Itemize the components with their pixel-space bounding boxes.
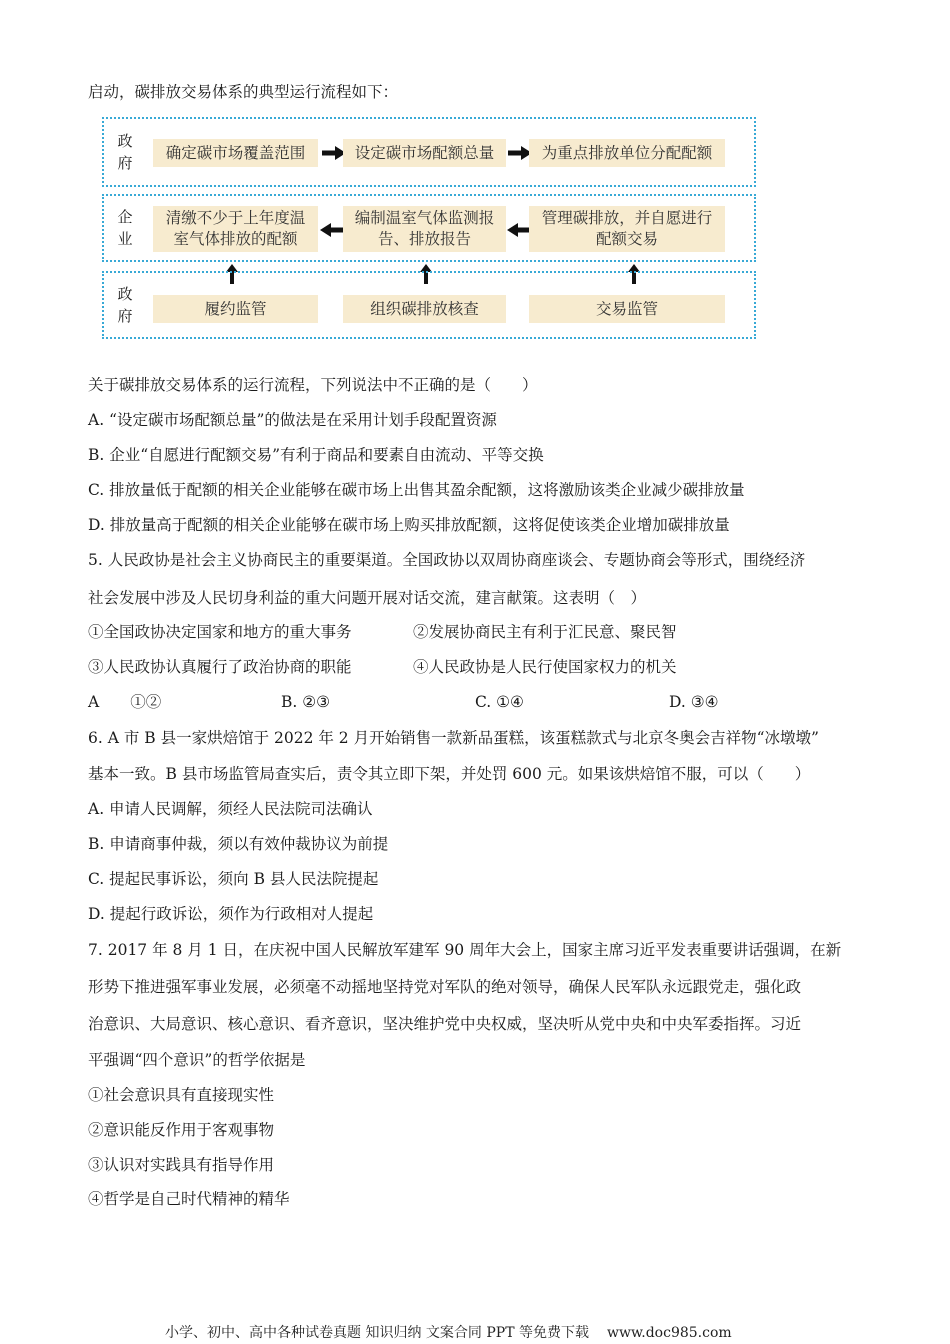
page-footer [165, 1324, 732, 1342]
row1-label: 政 府 [117, 132, 133, 172]
box-settle-line1: 清缴不少于上年度温 [165, 209, 306, 227]
q6-stem-line1: 6. A 市 B 县一家烘焙馆于 2022 年 2 月开始销售一款新品蛋糕，该蛋糕款式与北京冬奥会吉祥物“冰墩墩” [88, 729, 819, 747]
box-coverage: 确定碳市场覆盖范围 [153, 139, 318, 167]
footer-text: 小学、初中、高中各种试卷真题 知识归纳 文案合同 PPT 等免费下载 [165, 1325, 589, 1341]
q7-stem-line4: 平强调“四个意识”的哲学依据是 [88, 1051, 306, 1069]
q4-option-c: C. 排放量低于配额的相关企业能够在碳市场上出售其盈余配额，这将激励该类企业减少碳排放量 [88, 481, 745, 499]
box-report [343, 206, 506, 252]
q5-statement-3: ③人民政协认真履行了政治协商的职能 [88, 658, 352, 676]
q7-statement-1: ①社会意识具有直接现实性 [88, 1086, 275, 1104]
q6-option-a: A. 申请人民调解，须经人民法院司法确认 [88, 800, 373, 818]
q5-statement-2: ②发展协商民主有利于汇民意、聚民智 [413, 623, 677, 641]
q5-option-a: A ①② [88, 693, 162, 711]
box-trade-line2: 配额交易 [595, 230, 658, 248]
q5-option-d: D. ③④ [669, 693, 719, 711]
q7-stem-line1: 7. 2017 年 8 月 1 日，在庆祝中国人民解放军建军 90 周年大会上，国家主席习近平发表重要讲话强调，在新 [88, 941, 842, 959]
box-report-line2: 告、排放报告 [377, 230, 471, 248]
box-trade-line1: 管理碳排放，并自愿进行 [541, 209, 713, 227]
flow-row-enterprise [102, 194, 756, 262]
box-trade-supervision: 交易监管 [529, 295, 725, 323]
q5-option-b: B. ②③ [281, 693, 331, 711]
q4-option-a: A. “设定碳市场配额总量”的做法是在采用计划手段配置资源 [88, 411, 497, 429]
box-settle-quota [153, 206, 318, 252]
q5-stem-line1: 5. 人民政协是社会主义协商民主的重要渠道。全国政协以双周协商座谈会、专题协商会等形式，围绕经济 [88, 551, 806, 569]
q7-statement-2: ②意识能反作用于客观事物 [88, 1121, 275, 1139]
row3-label: 政 府 [117, 285, 133, 325]
box-settle-line2: 室气体排放的配额 [173, 230, 298, 248]
row2-label: 企 业 [117, 208, 133, 248]
box-total-quota: 设定碳市场配额总量 [343, 139, 506, 167]
left-arrow-icon [320, 223, 344, 237]
flow-row-government-top [102, 117, 756, 187]
q4-option-b: B. 企业“自愿进行配额交易”有利于商品和要素自由流动、平等交换 [88, 446, 544, 464]
q5-statement-1: ①全国政协决定国家和地方的重大事务 [88, 623, 352, 641]
q6-option-d: D. 提起行政诉讼，须作为行政相对人提起 [88, 905, 374, 923]
q7-stem-line3: 治意识、大局意识、核心意识、看齐意识，坚决维护党中央权威，坚决听从党中央和中央军委指挥。习近 [88, 1015, 802, 1033]
q4-option-d: D. 排放量高于配额的相关企业能够在碳市场上购买排放配额，这将促使该类企业增加碳排放量 [88, 516, 730, 534]
q5-option-c: C. ①④ [475, 693, 524, 711]
intro-text: 启动，碳排放交易体系的典型运行流程如下： [88, 83, 399, 101]
q4-stem: 关于碳排放交易体系的运行流程，下列说法中不正确的是（ ） [88, 376, 538, 394]
box-trade [529, 206, 725, 252]
left-arrow-icon [507, 223, 531, 237]
box-verification: 组织碳排放核查 [343, 295, 506, 323]
q6-option-b: B. 申请商事仲裁，须以有效仲裁协议为前提 [88, 835, 389, 853]
q5-stem-line2: 社会发展中涉及人民切身利益的重大问题开展对话交流，建言献策。这表明（ ） [88, 589, 647, 607]
flow-row-government-bottom [102, 271, 756, 339]
q6-stem-line2: 基本一致。B 县市场监管局查实后，责令其立即下架，并处罚 600 元。如果该烘焙馆不服，可以（ ） [88, 765, 811, 783]
q5-statement-4: ④人民政协是人民行使国家权力的机关 [413, 658, 677, 676]
box-compliance: 履约监管 [153, 295, 318, 323]
footer-site-link[interactable]: www.doc985.com [606, 1325, 732, 1341]
box-report-line1: 编制温室气体监测报 [354, 209, 495, 227]
q7-statement-3: ③认识对实践具有指导作用 [88, 1156, 275, 1174]
q7-statement-4: ④哲学是自己时代精神的精华 [88, 1190, 290, 1208]
q6-option-c: C. 提起民事诉讼，须向 B 县人民法院提起 [88, 870, 379, 888]
q7-stem-line2: 形势下推进强军事业发展，必须毫不动摇地坚持党对军队的绝对领导，确保人民军队永远跟党走，强化政 [88, 978, 802, 996]
box-allocate-quota: 为重点排放单位分配配额 [529, 139, 725, 167]
